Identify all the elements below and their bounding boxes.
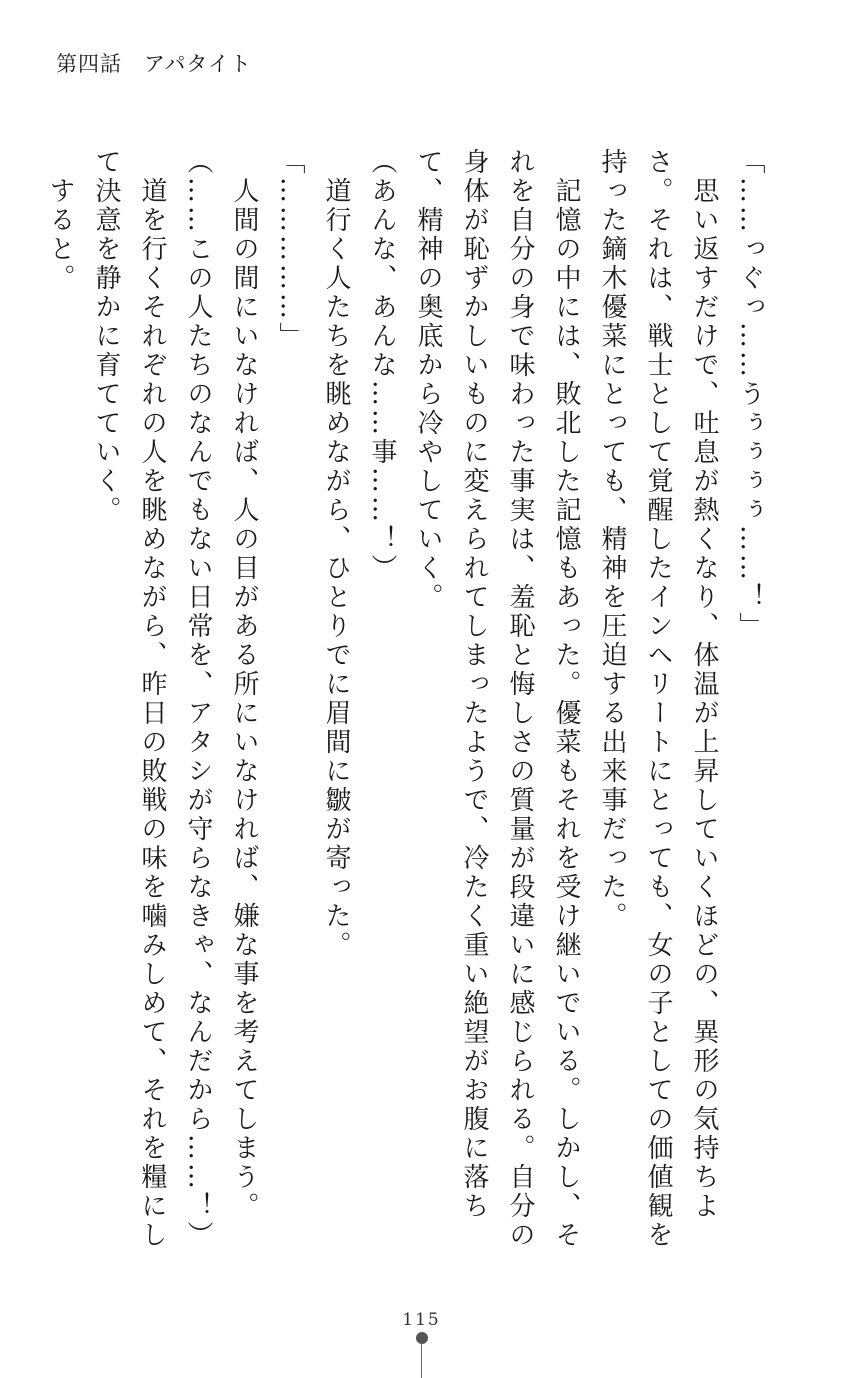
- paragraph: 思い返すだけで、吐息が熱くなり、体温が上昇していくほどの、異形の気持ちよさ。それは、戦士として覚醒したインヘリートにとっても、女の子としての価値観を持った鏑木優菜にとっても、精神を圧迫する出来事だった。: [597, 148, 719, 1250]
- paragraph: 「……っぐっ……うぅぅぅぅ……！」: [735, 148, 765, 641]
- running-header: 第四話 アパタイト: [56, 52, 252, 76]
- paragraph: 記憶の中には、敗北した記憶もあった。優菜もそれを受け継いでいる。しかし、それを自分の身で味わった事実は、羞恥と悔しさの質量が段違いに感じられる。自分の身体が恥ずかしいものに変えられてしまったようで、冷たく重い絶望がお腹に落ちて、精神の奥底から冷やしていく。: [413, 148, 581, 1250]
- paragraph: 「……………」: [275, 148, 305, 351]
- paragraph: 道行く人たちを眺めながら、ひとりでに眉間に皺が寄った。: [321, 148, 351, 960]
- page-marker-line: [421, 1342, 422, 1378]
- paragraph: すると。: [45, 148, 75, 293]
- paragraph: （……この人たちのなんでもない日常を、アタシが守らなきゃ、なんだから……！）: [183, 148, 213, 1250]
- page-number: 115: [402, 1310, 441, 1330]
- paragraph: （あんな、あんな……事……！）: [367, 148, 397, 583]
- page-marker-icon: [421, 1332, 423, 1376]
- paragraph: 道を行くそれぞれの人を眺めながら、昨日の敗戦の味を噛みしめて、それを糧にして決意を静かに育てていく。: [91, 148, 167, 1250]
- body-text: [45, 148, 773, 1258]
- paragraph: 人間の間にいなければ、人の目がある所にいなければ、嫌な事を考えてしまう。: [229, 148, 259, 1221]
- page-marker-dot: [416, 1332, 428, 1344]
